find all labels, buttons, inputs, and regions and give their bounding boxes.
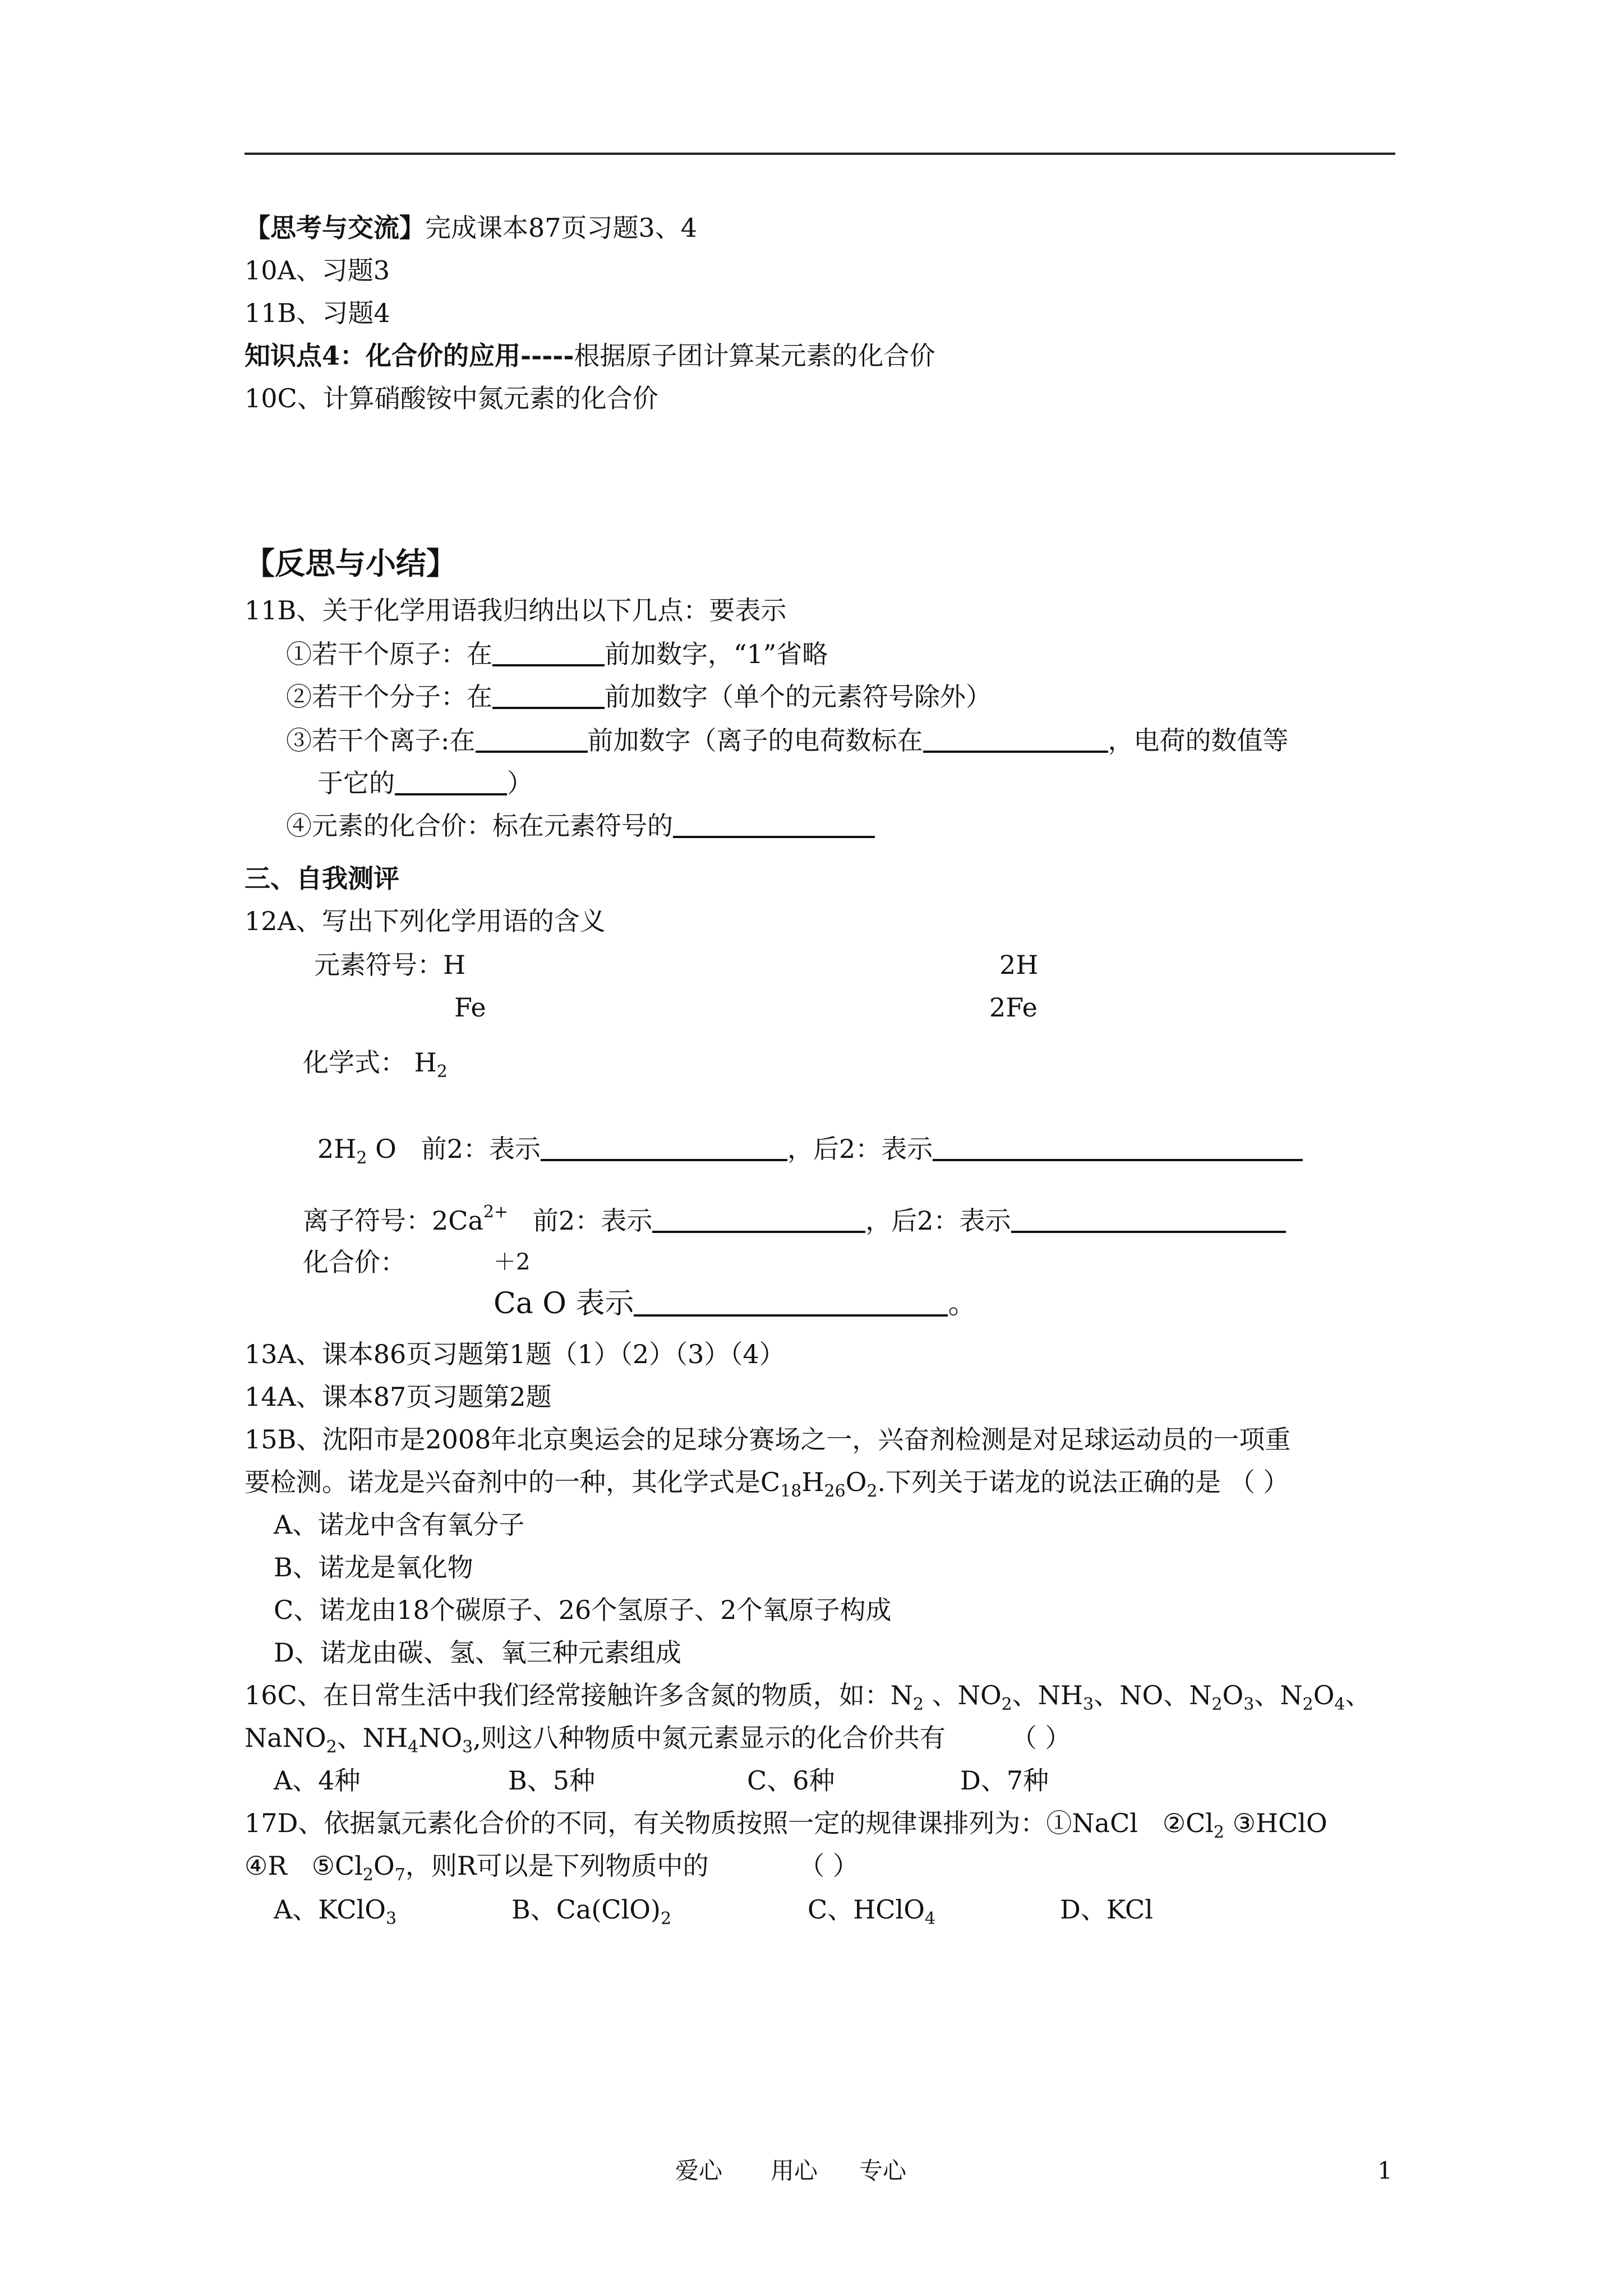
question-10c: 10C、计算硝酸铵中氮元素的化合价 [245,383,658,413]
element-symbol-2h: 2H [999,950,1039,980]
element-symbol-h: 元素符号：H [314,950,466,980]
fill-blank[interactable] [673,810,875,838]
option-15-d: D、诺龙由碳、氢、氧三种元素组成 [274,1637,681,1668]
valence-mark: ＋2 [494,1249,531,1275]
question-11b: 11B、习题4 [245,298,390,328]
footer-motto-3: 专心 [859,2157,907,2184]
ion-symbol-2ca: 离子符号：$2Ca^{2+}$ 前2：表示 ，后2：表示 [303,1204,1286,1237]
option-16-b: B、5种 [508,1765,596,1796]
footer-motto-1: 爱心 [675,2157,723,2184]
header-rule [245,153,1395,155]
fill-blank[interactable] [652,1205,865,1233]
option-16-d: D、7种 [960,1765,1049,1796]
summary-heading: 【反思与小结】 [245,545,457,581]
formula-2h2o: $2H_2$ O 前2：表示 ，后2：表示 [317,1132,1303,1166]
summary-item-2: ②若干个分子：在 前加数字（单个的元素符号除外） [286,682,992,712]
summary-item-3: ③若干个离子:在 前加数字（离子的电荷数标在 ，电荷的数值等 [286,725,1289,756]
summary-intro: 11B、关于化学用语我归纳出以下几点：要表示 [245,595,787,625]
option-17-b: B、$Ca(ClO)_2$ [511,1894,672,1929]
element-symbol-2fe: 2Fe [989,992,1038,1023]
option-15-c: C、诺龙由18个碳原子、26个氢原子、2个氧原子构成 [274,1595,892,1625]
knowledge-point-4: 知识点4：化合价的应用-----根据原子团计算某元素的化合价 [245,341,935,371]
fill-blank[interactable] [634,1289,948,1317]
question-15b-line2: 要检测。诺龙是兴奋剂中的一种，其化学式是$C_{18}H_{26}O_2$.下列关于诺龙的说法正确的是 （ ） [245,1467,1289,1501]
option-15-a: A、诺龙中含有氧分子 [274,1510,525,1540]
fill-blank[interactable] [1011,1205,1286,1233]
question-13a: 13A、课本86页习题第1题（1）（2）（3）（4） [245,1339,785,1369]
summary-item-1: ①若干个原子：在 前加数字，“1”省略 [286,639,828,669]
question-14a: 14A、课本87页习题第2题 [245,1382,552,1412]
question-17d-line1: 17D、依据氯元素化合价的不同，有关物质按照一定的规律课排列为：①NaCl $②Cl_2$ ③HClO [245,1808,1327,1842]
fill-blank[interactable] [923,725,1108,753]
option-16-c: C、6种 [747,1765,835,1796]
question-10a: 10A、习题3 [245,255,390,286]
element-symbol-fe: Fe [454,992,486,1023]
option-15-b: B、诺龙是氧化物 [274,1552,473,1582]
option-16-a: A、4种 [274,1765,361,1796]
option-17-a: A、KClO$_3$ [274,1894,397,1929]
question-12a: 12A、写出下列化学用语的含义 [245,906,606,936]
question-17d-line2: ④R $⑤Cl_2O_7$，则R可以是下列物质中的 （ ） [245,1851,859,1885]
discussion-heading: 【思考与交流】完成课本87页习题3、4 [245,213,698,243]
fill-blank[interactable] [395,767,507,795]
question-15b-line1: 15B、沈阳市是2008年北京奥运会的足球分赛场之一，兴奋剂检测是对足球运动员的一项重 [245,1424,1291,1455]
option-17-d: D、KCl [1060,1894,1153,1925]
fill-blank[interactable] [492,638,605,666]
question-16c-line1: 16C、在日常生活中我们经常接触许多含氮的物质，如：$N_2$ 、$NO_2$、$NH_3$、NO、$N_2O_3$、$N_2O_4$、 [245,1680,1371,1714]
option-17-c: C、HClO$_4$ [808,1894,936,1929]
formula-h2: 化学式： $H_2$ [303,1047,448,1082]
fill-blank[interactable] [933,1133,1303,1161]
fill-blank[interactable] [476,725,588,753]
footer-motto-2: 用心 [771,2157,818,2184]
question-16c-line2: NaNO$_2$、$NH_4NO_3$,则这八种物质中氮元素显示的化合价共有 （ ） [245,1723,1071,1757]
page-number: 1 [1377,2157,1393,2184]
self-test-heading: 三、自我测评 [245,863,399,894]
fill-blank[interactable] [541,1133,787,1161]
valence-label: 化合价： [303,1247,406,1277]
summary-item-3-cont: 于它的 ） [317,768,533,798]
valence-cao: Ca O 表示 。 [494,1287,978,1320]
fill-blank[interactable] [492,681,605,709]
summary-item-4: ④元素的化合价：标在元素符号的 [286,809,875,843]
